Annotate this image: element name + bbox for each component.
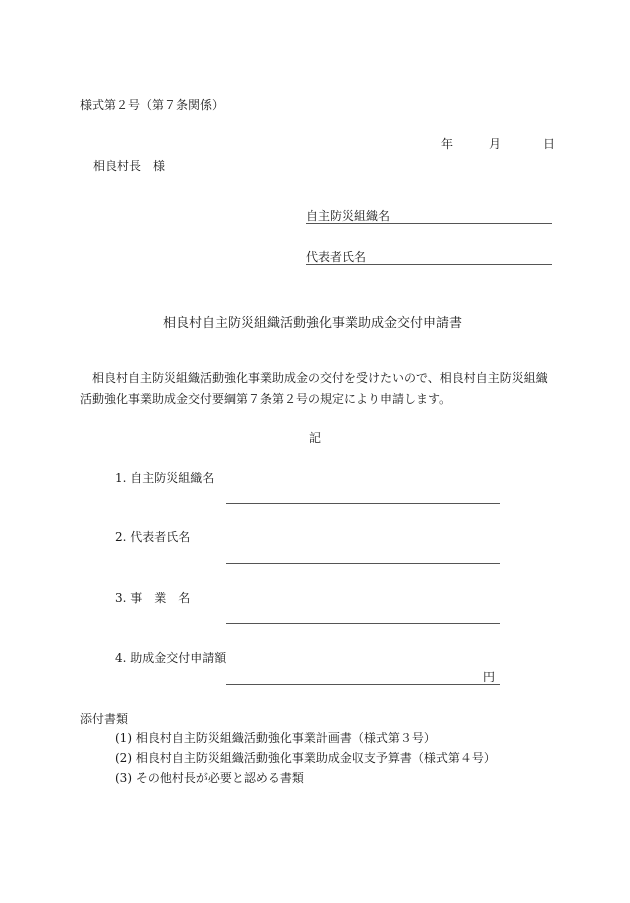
item-org-name-label: 1. 自主防災組織名 [115,471,215,485]
addressee: 相良村長 様 [93,159,166,173]
applicant-rep-label: 代表者氏名 [306,250,367,264]
item-project-name-label: 3. 事 業 名 [115,591,191,605]
date-line [441,136,555,152]
attachment-item: (3) その他村長が必要と認める書類 [115,771,304,785]
year-label: 年 [441,137,454,151]
applicant-org-field[interactable] [306,223,552,224]
body-line-2: 活動強化事業助成金交付要綱第７条第２号の規定により申請します。 [80,392,452,406]
month-label: 月 [489,137,502,151]
item-project-name-field[interactable] [226,623,500,624]
document-title: 相良村自主防災組織活動強化事業助成金交付申請書 [163,316,463,331]
attachment-item: (1) 相良村自主防災組織活動強化事業計画書（様式第３号） [115,731,436,745]
day-label: 日 [543,137,556,151]
item-org-name-field[interactable] [226,503,500,504]
attachment-item: (2) 相良村自主防災組織活動強化事業助成金収支予算書（様式第４号） [115,751,496,765]
item-rep-name-label: 2. 代表者氏名 [115,530,191,544]
applicant-org-label: 自主防災組織名 [306,209,391,223]
ki-label: 記 [309,431,322,445]
form-number: 様式第２号（第７条関係） [80,98,225,112]
body-line-1: 相良村自主防災組織活動強化事業助成金の交付を受けたいので、相良村自主防災組織 [80,371,548,385]
attachments-heading: 添付書類 [80,712,129,726]
item-amount-label: 4. 助成金交付申請額 [115,651,227,665]
yen-unit: 円 [483,670,496,684]
applicant-rep-field[interactable] [306,264,552,265]
item-amount-field[interactable] [226,684,500,685]
item-rep-name-field[interactable] [226,563,500,564]
